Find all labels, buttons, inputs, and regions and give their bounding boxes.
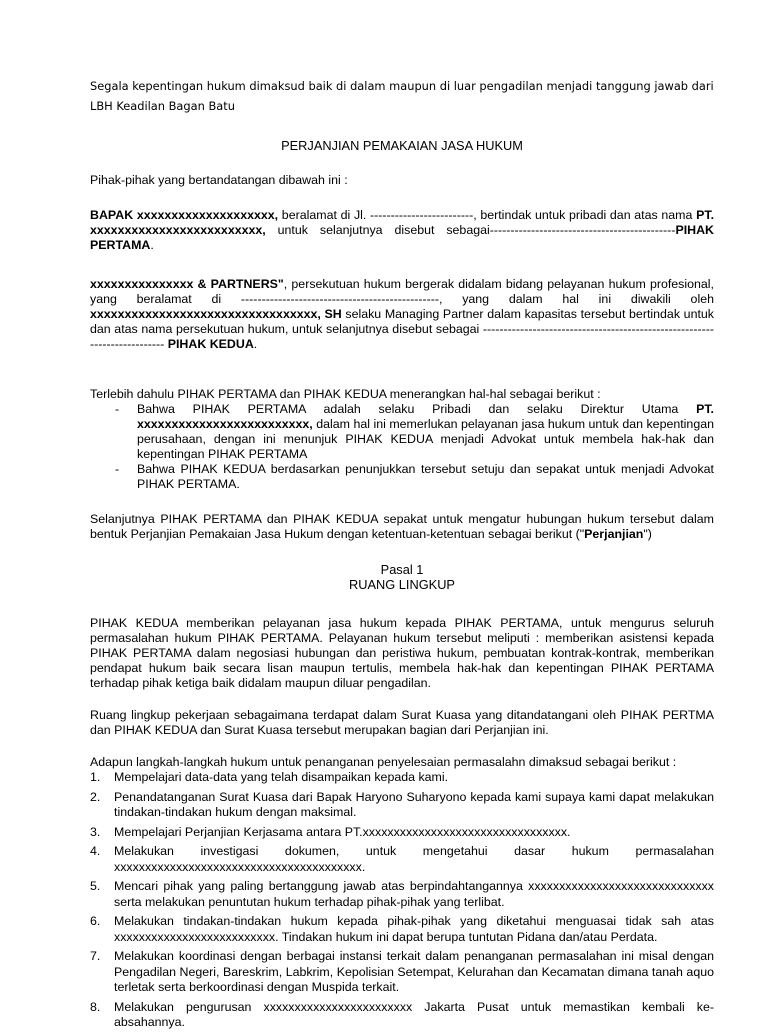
recital-1-pre: Bahwa PIHAK PERTAMA adalah selaku Pribadi dan selaku Direktur Utama (137, 402, 697, 416)
party-one-end: . (150, 238, 154, 252)
party-two-text-2: selaku Managing Partner dalam kapasitas tersebut bertindak untuk dan atas nama persekutuan hukum, untuk selanjutnya disebut sebagai -------------------------------------------------------------------------- (90, 307, 714, 351)
step-number: 4. (90, 844, 101, 858)
step-number: 8. (90, 999, 101, 1014)
step-text: Melakukan investigasi dokumen, untuk mengetahui dasar hukum permasalahan xxxxxxxxxxxxxxxxxxxxxxxxxxxxxxxxxxxxxxxx. (114, 844, 714, 874)
step-item (90, 790, 714, 821)
document-page (90, 76, 714, 1035)
recital-2-text: Bahwa PIHAK KEDUA berdasarkan penunjukkan tersebut setuju dan sepakat untuk menjadi Advokat PIHAK PERTAMA. (137, 462, 714, 491)
party-two-rep: xxxxxxxxxxxxxxxxxxxxxxxxxxxxxxxxx, SH (90, 307, 342, 321)
agreement-paragraph (90, 512, 714, 542)
recital-item (90, 462, 714, 492)
agreement-term: Perjanjian (584, 527, 644, 541)
recital-1-post: dalam hal ini memerlukan pelayanan jasa hukum untuk dan kepentingan perusahaan, dengan ini menunjuk PIHAK KEDUA menjadi Advokat untuk membela hak-hak dan kepentingan PIHAK PERTAMA (137, 417, 714, 461)
step-item (90, 879, 714, 910)
step-item (90, 914, 714, 945)
recital-item (90, 402, 714, 462)
bullet-dash: - (115, 402, 120, 416)
header-line-1: Segala kepentingan hukum dimaksud baik di dalam maupun di luar pengadilan menjadi tanggung jawab dari (90, 79, 714, 93)
intro-text: Pihak-pihak yang bertandatangan dibawah ini : (90, 173, 348, 187)
party-one-company: PT. xxxxxxxxxxxxxxxxxxxxxxxxx, (90, 208, 715, 237)
step-text: Melakukan koordinasi dengan berbagai instansi terkait dalam penanganan permasalahan ini misal dengan Pengadilan Negeri, Bareskrim, Labkrim, Kepolisian Setempat, Kelurahan dan Kecamatan dimana tanah aquo terletak serta berkoordinasi dengan Muspida terkait. (114, 949, 714, 994)
step-number: 6. (90, 914, 101, 928)
party-one-name: BAPAK xxxxxxxxxxxxxxxxxxxx, (90, 208, 279, 222)
header-line-2: LBH Keadilan Bagan Batu (90, 99, 235, 113)
step-item (90, 844, 714, 875)
step-text: Melakukan pengurusan xxxxxxxxxxxxxxxxxxxxxxxx Jakarta Pusat untuk memastikan kembali ke-absahannya. (114, 999, 714, 1029)
party-one-paragraph (90, 208, 714, 253)
scope-paragraph-1: PIHAK KEDUA memberikan pelayanan jasa hukum kepada PIHAK PERTAMA, untuk mengurus seluruh permasalahan hukum PIHAK PERTAMA. Pelayanan hukum tersebut meliputi : memberikan asistensi kepada PIHAK PERTAMA dalam negosiasi hubungan dan peristiwa hukum, pembuatan kontrak-kontrak, memberikan pendapat hukum baik secara lisan maupun tertulis, membela hak-hak dan kepentingan PIHAK PERTAMA terhadap pihak ketiga baik didalam maupun diluar pengadilan. (90, 616, 714, 690)
step-text: Mencari pihak yang paling bertanggung jawab atas berpindahtangannya xxxxxxxxxxxxxxxxxxxxxxxxxxxxxx serta melakukan penuntutan hukum terhadap pihak-pihak yang terlibat. (114, 879, 714, 909)
step-number: 2. (90, 789, 101, 804)
step-number: 1. (90, 770, 101, 784)
step-text: Penandatanganan Surat Kuasa dari Bapak Haryono Suharyono kepada kami supaya kami dapat melakukan tindakan-tindakan hukum dengan maksimal. (114, 789, 714, 819)
party-two-paragraph (90, 277, 714, 352)
step-text: Mempelajari Perjanjian Kerjasama antara PT.xxxxxxxxxxxxxxxxxxxxxxxxxxxxxxxxx. (114, 824, 571, 839)
recital-1-company: PT. xxxxxxxxxxxxxxxxxxxxxxxxx, (137, 402, 714, 431)
step-number: 3. (90, 824, 101, 839)
recital-intro: Terlebih dahulu PIHAK PERTAMA dan PIHAK KEDUA menerangkan hal-hal sebagai berikut : (90, 387, 601, 401)
party-two-label: PIHAK KEDUA (167, 337, 254, 351)
party-one-text-1: beralamat di Jl. -------------------------, bertindak untuk pribadi dan atas nama (278, 208, 697, 222)
step-item (90, 825, 714, 841)
party-two-end: . (253, 337, 258, 351)
party-two-text-1: , persekutuan hukum bergerak didalam bidang pelayanan hukum profesional, yang beralamat di ------------------------------------------------, yang dalam hal ini diwakili oleh (90, 277, 715, 306)
party-one-label: PIHAK PERTAMA (90, 223, 714, 252)
agreement-end: ") (643, 527, 652, 541)
step-text: Mempelajari data-data yang telah disampaikan kepada kami. (114, 770, 449, 784)
step-number: 7. (90, 949, 101, 963)
recital-list (90, 402, 714, 492)
step-number: 5. (90, 879, 101, 893)
party-two-name: xxxxxxxxxxxxxxx & PARTNERS" (90, 277, 284, 291)
party-one-text-2: untuk selanjutnya disebut sebagai--------------------------------------------- (265, 223, 676, 237)
step-text: Melakukan tindakan-tindakan hukum kepada pihak-pihak yang diketahui menguasai tidak sah atas xxxxxxxxxxxxxxxxxxxxxxxxxx. Tindakan hukum ini dapat berupa tuntutan Pidana dan/atau Perdata. (114, 914, 714, 944)
header-note (90, 76, 714, 116)
step-item (90, 770, 714, 786)
step-item (90, 1000, 714, 1031)
agreement-text: Selanjutnya PIHAK PERTAMA dan PIHAK KEDUA sepakat untuk mengatur hubungan hukum tersebut dalam bentuk Perjanjian Pemakaian Jasa Hukum dengan ketentuan-ketentuan sebagai berikut (" (90, 512, 714, 541)
scope-paragraph-2: Ruang lingkup pekerjaan sebagaimana terdapat dalam Surat Kuasa yang ditandatangani oleh PIHAK PERTMA dan PIHAK KEDUA dan Surat Kuasa tersebut merupakan bagian dari Perjanjian ini. (90, 708, 714, 737)
scope-paragraph-3: Adapun langkah-langkah hukum untuk penanganan penyelesaian permasalahn dimaksud sebagai berikut : (90, 755, 677, 769)
bullet-dash: - (115, 462, 120, 476)
step-item (90, 949, 714, 996)
steps-list (90, 770, 714, 1031)
pasal-number: Pasal 1 (380, 562, 424, 577)
pasal-title: RUANG LINGKUP (349, 577, 455, 592)
document-title: PERJANJIAN PEMAKAIAN JASA HUKUM (281, 138, 523, 153)
